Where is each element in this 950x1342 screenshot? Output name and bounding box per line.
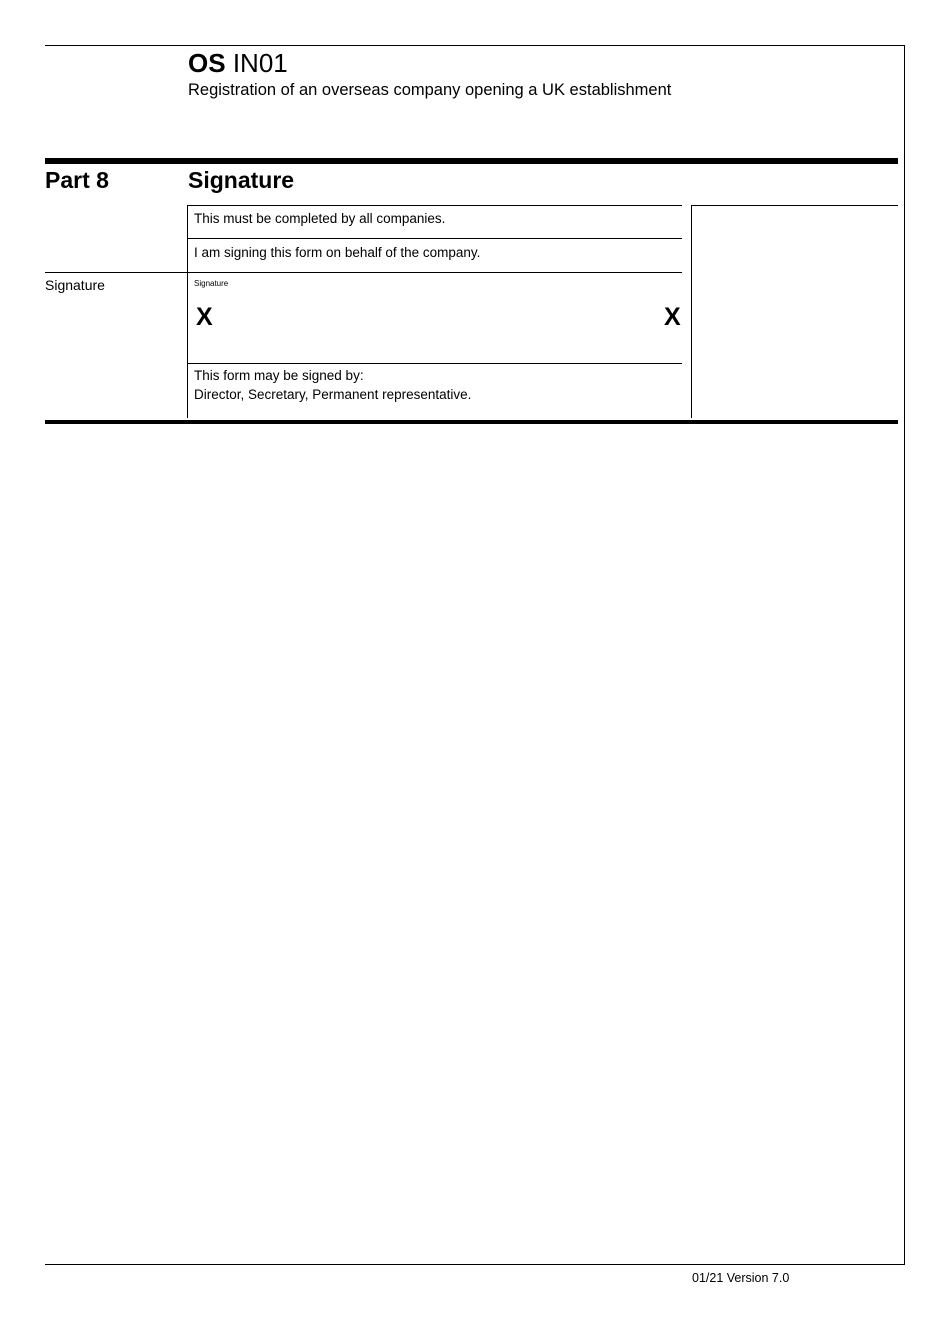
box-top-rule (188, 205, 682, 206)
form-code (188, 48, 288, 78)
signature-end-x-mark: X (664, 303, 681, 331)
part-number: Part 8 (45, 167, 109, 193)
side-panel-top-rule (692, 205, 898, 206)
form-prefix: OS (188, 48, 226, 78)
part-bottom-thick-rule (45, 420, 898, 424)
side-panel-left-rule (691, 205, 692, 418)
signature-side-label: Signature (45, 277, 105, 293)
signature-field-label: Signature (194, 279, 229, 288)
must-complete-note: This must be completed by all companies. (194, 211, 446, 226)
signature-start-x-mark: X (196, 303, 213, 331)
right-rule (904, 45, 905, 1265)
signers-note-line-2: Director, Secretary, Permanent representative. (194, 387, 472, 402)
box-divider-1 (188, 238, 682, 239)
signature-field[interactable] (188, 273, 682, 363)
form-title: Registration of an overseas company opening a UK establishment (188, 81, 672, 99)
part-top-thick-rule (45, 158, 898, 164)
part-title: Signature (188, 167, 295, 193)
box-divider-3 (188, 363, 682, 364)
signers-note-line-1: This form may be signed by: (194, 368, 364, 383)
bottom-rule (45, 1264, 905, 1265)
form-number: IN01 (232, 48, 288, 78)
signing-statement: I am signing this form on behalf of the company. (194, 245, 481, 260)
version-footer: 01/21 Version 7.0 (692, 1271, 790, 1285)
top-rule (45, 45, 905, 46)
